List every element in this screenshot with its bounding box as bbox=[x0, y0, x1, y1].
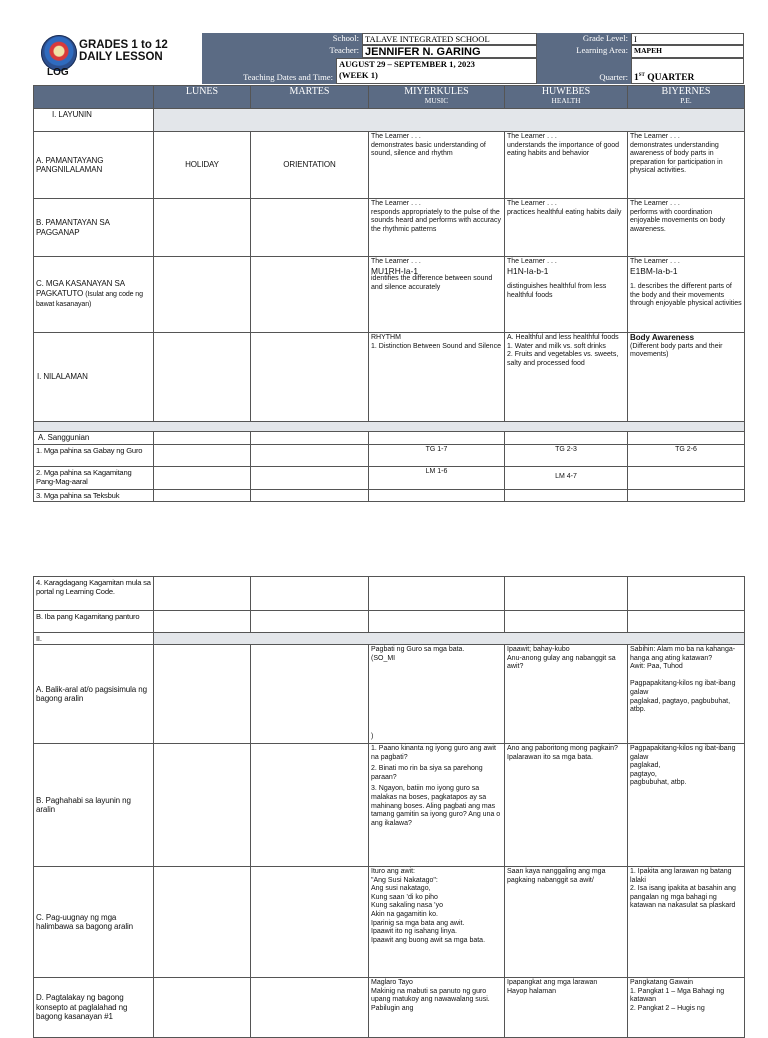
cell-c-wed-intro: The Learner . . . bbox=[371, 258, 421, 265]
label-pag-uugnay: C. Pag-uugnay ng mga halimbawa sa bagong aralin bbox=[34, 867, 154, 978]
cell-ph-thu: Ano ang paboritong mong pagkain? Ipalarawan ito sa mga bata. bbox=[505, 744, 628, 867]
cell-sang-1 bbox=[154, 432, 251, 445]
layunin-shade bbox=[154, 109, 745, 132]
cell-c-fri bbox=[628, 257, 745, 333]
cell-nil-mon bbox=[154, 333, 251, 422]
cell-b-wed: The Learner . . . responds appropriately to the pulse of the sounds heard and performs with accuracy the rhythmic patterns bbox=[369, 199, 505, 257]
cell-rb-1 bbox=[154, 611, 251, 633]
cell-sang-5 bbox=[628, 432, 745, 445]
grade-value: I bbox=[631, 33, 744, 45]
seal-ring bbox=[41, 35, 77, 71]
cell-nil-fri bbox=[628, 333, 745, 422]
label-kasanayan-sub: (Isulat ang code ng bawat kasanayan) bbox=[36, 290, 143, 309]
quarter-label: Quarter: bbox=[537, 58, 631, 84]
label-karagdagang-kagamitan: 4. Karagdagang Kagamitan mula sa portal ng Learning Code. bbox=[34, 577, 154, 611]
cell-pu-thu: Saan kaya nanggaling ang mga pagkaing nabanggit sa awit/ bbox=[505, 867, 628, 978]
row-balik-aral bbox=[34, 645, 745, 744]
cell-r4-5 bbox=[628, 577, 745, 611]
label-sanggunian: A. Sanggunian bbox=[34, 432, 154, 445]
cell-c-thu-text: distinguishes healthful from less healthful foods bbox=[507, 283, 607, 299]
day-thursday-subject: HEALTH bbox=[551, 96, 581, 105]
dates-line-1: AUGUST 29 – SEPTEMBER 1, 2023 bbox=[339, 59, 475, 69]
cell-pu-mon bbox=[154, 867, 251, 978]
cell-nil-tue bbox=[251, 333, 369, 422]
quarter-value bbox=[631, 58, 744, 84]
grade-label: Grade Level: bbox=[537, 33, 631, 45]
quarter-word: QUARTER bbox=[644, 73, 695, 84]
cell-r3-3 bbox=[369, 489, 505, 501]
cell-r2-wed: LM 1-6 bbox=[369, 466, 505, 489]
title-line-2: DAILY LESSON bbox=[79, 51, 163, 63]
cell-r3-2 bbox=[251, 489, 369, 501]
row-pamantayang-pangnilalaman bbox=[34, 132, 745, 199]
cell-r4-4 bbox=[505, 577, 628, 611]
header-info-grid bbox=[202, 33, 744, 84]
cell-c-wed-text: identifies the difference between sound and silence accurately bbox=[371, 275, 493, 291]
day-tuesday: MARTES bbox=[251, 86, 369, 109]
layunin-label: I. LAYUNIN bbox=[34, 109, 154, 132]
cell-r2-thu: LM 4-7 bbox=[505, 466, 628, 489]
cell-ba-fri: Sabihin: Alam mo ba na kahanga-hanga ang ating katawan? Awit: Paa, Tuhod Pagpapakitang-kilos ng ibat-ibang galaw paglakad, pagtayo, pagbubuhat, atbp. bbox=[628, 645, 745, 744]
day-wednesday bbox=[369, 86, 505, 109]
cell-nil-thu: A. Healthful and less healthful foods 1. Water and milk vs. soft drinks 2. Fruits and vegetables vs. sweets, salty and processed food bbox=[505, 333, 628, 422]
row-kasanayan bbox=[34, 257, 745, 333]
row-kagamitang-mag-aaral bbox=[34, 466, 745, 489]
cell-r1-tue bbox=[251, 444, 369, 466]
row-paghahabi bbox=[34, 744, 745, 867]
cell-r4-1 bbox=[154, 577, 251, 611]
cell-pu-tue bbox=[251, 867, 369, 978]
day-thursday-label: HUWEBES bbox=[541, 86, 591, 97]
cell-ph-wed-q1: 1. Paano kinanta ng iyong guro ang awit na pagbati? bbox=[371, 745, 496, 761]
label-iba-pang-kagamitan: B. Iba pang Kagamitang panturo bbox=[34, 611, 154, 633]
cell-r2-tue bbox=[251, 466, 369, 489]
cell-c-tue bbox=[251, 257, 369, 333]
row-gabay-guro bbox=[34, 444, 745, 466]
quarter-suffix: ST bbox=[638, 73, 645, 78]
row-pamantayan-sa-pagganap bbox=[34, 199, 745, 257]
day-wednesday-subject: MUSIC bbox=[424, 96, 449, 105]
cell-ba-thu: Ipaawit; bahay-kubo Anu-anong gulay ang nabanggit sa awit? bbox=[505, 645, 628, 744]
label-nilalaman: I. NILALAMAN bbox=[34, 333, 154, 422]
cell-c-mon bbox=[154, 257, 251, 333]
cell-rb-3 bbox=[369, 611, 505, 633]
label-paghahabi: B. Paghahabi sa layunin ng aralin bbox=[34, 744, 154, 867]
log-label: LOG bbox=[47, 67, 69, 78]
layunin-row bbox=[34, 109, 745, 132]
cell-b-tue bbox=[251, 199, 369, 257]
cell-sang-3 bbox=[369, 432, 505, 445]
cell-rb-5 bbox=[628, 611, 745, 633]
cell-rb-4 bbox=[505, 611, 628, 633]
cell-nil-fri-title: Body Awareness bbox=[630, 333, 695, 342]
cell-ph-wed-q2: 2. Binati mo rin ba siya sa parehong paraan? bbox=[371, 765, 483, 781]
cell-pu-wed: Ituro ang awit: "Ang Susi Nakatago": Ang susi nakatago, Kung saan ’di ko piho Kung sakaling nasa ’yo Akin na gagamitin ko. Iparinig sa mga bata ang awit. Ipaawit ito ng isahang linya. Ipaawit ang buong awit sa mga bata. bbox=[369, 867, 505, 978]
cell-a-wed: The Learner . . . demonstrates basic understanding of sound, silence and rhythm bbox=[369, 132, 505, 199]
cell-ba-wed-text: Pagbati ng Guro sa mga bata. (SO_MI bbox=[371, 646, 465, 662]
cell-r4-2 bbox=[251, 577, 369, 611]
dll-table-page2 bbox=[33, 576, 745, 1038]
cell-c-fri-code: E1BM-Ia-b-1 bbox=[630, 265, 678, 276]
cell-b-thu: The Learner . . . practices healthful eating habits daily bbox=[505, 199, 628, 257]
title-line-1: GRADES 1 to 12 bbox=[79, 39, 168, 51]
cell-c-wed bbox=[369, 257, 505, 333]
row-nilalaman bbox=[34, 333, 745, 422]
cell-ph-fri: Pagpapakitang-kilos ng ibat-ibang galaw paglakad, pagtayo, pagbubuhat, atbp. bbox=[628, 744, 745, 867]
label-pagtalakay: D. Pagtalakay ng bagong konsepto at paglalahad ng bagong kasanayan #1 bbox=[34, 978, 154, 1038]
dates-value bbox=[336, 58, 537, 84]
cell-ba-tue bbox=[251, 645, 369, 744]
cell-sang-4 bbox=[505, 432, 628, 445]
day-friday-label: BIYERNES bbox=[661, 86, 711, 97]
label-pamantayang-pangnilalaman: A. PAMANTAYANG PANGNILALAMAN bbox=[34, 132, 154, 199]
cell-ba-wed bbox=[369, 645, 505, 744]
row-karagdagang-kagamitan bbox=[34, 577, 745, 611]
cell-sang-2 bbox=[251, 432, 369, 445]
cell-c-thu-code: H1N-Ia-b-1 bbox=[507, 265, 549, 276]
cell-c-fri-intro: The Learner . . . bbox=[630, 258, 680, 265]
cell-nil-wed: RHYTHM 1. Distinction Between Sound and Silence bbox=[369, 333, 505, 422]
cell-c-thu bbox=[505, 257, 628, 333]
cell-r3-1 bbox=[154, 489, 251, 501]
header-blank bbox=[34, 86, 154, 109]
row-pag-uugnay bbox=[34, 867, 745, 978]
cell-c-thu-intro: The Learner . . . bbox=[507, 258, 557, 265]
row-teksbuk bbox=[34, 489, 745, 501]
cell-c-fri-text: 1. describes the different parts of the body and their movements through enjoyable physical activities bbox=[630, 283, 742, 308]
cell-pt-thu: Ipapangkat ang mga larawan Hayop halaman bbox=[505, 978, 628, 1038]
ii-shade bbox=[154, 633, 745, 645]
cell-r2-mon bbox=[154, 466, 251, 489]
cell-a-thu: The Learner . . . understands the importance of good eating habits and behavior bbox=[505, 132, 628, 199]
cell-b-fri: The Learner . . . performs with coordination enjoyable movements on body awareness. bbox=[628, 199, 745, 257]
row-iba-pang-kagamitan bbox=[34, 611, 745, 633]
area-value: MAPEH bbox=[631, 45, 744, 58]
cell-r2-fri bbox=[628, 466, 745, 489]
cell-ph-tue bbox=[251, 744, 369, 867]
label-ii: II. bbox=[34, 633, 154, 645]
lesson-header bbox=[33, 33, 744, 84]
day-header-row bbox=[34, 86, 745, 109]
holiday-cell: HOLIDAY bbox=[154, 132, 251, 199]
teacher-label: Teacher: bbox=[202, 45, 362, 58]
label-balik-aral: A. Balik-aral at/o pagsisimula ng bagong aralin bbox=[34, 645, 154, 744]
cell-pt-mon bbox=[154, 978, 251, 1038]
teacher-value: JENNIFER N. GARING bbox=[362, 45, 537, 58]
cell-r4-3 bbox=[369, 577, 505, 611]
label-teksbuk: 3. Mga pahina sa Teksbuk bbox=[34, 489, 154, 501]
cell-rb-2 bbox=[251, 611, 369, 633]
cell-b-mon bbox=[154, 199, 251, 257]
cell-ph-mon bbox=[154, 744, 251, 867]
day-thursday bbox=[505, 86, 628, 109]
cell-a-fri: The Learner . . . demonstrates understanding awareness of body parts in preparation for participation in physical activities. bbox=[628, 132, 745, 199]
row-ii bbox=[34, 633, 745, 645]
dates-line-2: (WEEK 1) bbox=[339, 70, 378, 80]
label-gabay-guro: 1. Mga pahina sa Gabay ng Guro bbox=[34, 444, 154, 466]
cell-r3-4 bbox=[505, 489, 628, 501]
day-wednesday-label: MIYERKULES bbox=[404, 86, 469, 97]
row-pagtalakay bbox=[34, 978, 745, 1038]
cell-pt-tue bbox=[251, 978, 369, 1038]
orientation-cell: ORIENTATION bbox=[251, 132, 369, 199]
cell-ba-wed-end: ) bbox=[371, 733, 374, 741]
dates-label: Teaching Dates and Time: bbox=[202, 58, 336, 84]
cell-c-wed-code: MU1RH-Ia-1 bbox=[371, 265, 418, 276]
cell-pu-fri: 1. Ipakita ang larawan ng batang lalaki 2. Isa isang ipakita at basahin ang pangalan ng mga bahagi ng katawan na nakasulat sa plaskard bbox=[628, 867, 745, 978]
cell-r1-fri: TG 2-6 bbox=[628, 444, 745, 466]
spacer-row bbox=[34, 422, 745, 432]
label-pamantayan-sa-pagganap: B. PAMANTAYAN SA PAGGANAP bbox=[34, 199, 154, 257]
area-label: Learning Area: bbox=[537, 45, 631, 58]
school-label: School: bbox=[202, 33, 362, 45]
page-title bbox=[79, 39, 168, 63]
cell-r1-wed: TG 1-7 bbox=[369, 444, 505, 466]
cell-r1-thu: TG 2-3 bbox=[505, 444, 628, 466]
cell-r1-mon bbox=[154, 444, 251, 466]
quarter-number: 1 bbox=[634, 73, 639, 84]
row-sanggunian bbox=[34, 432, 745, 445]
cell-ph-wed bbox=[369, 744, 505, 867]
day-friday bbox=[628, 86, 745, 109]
day-monday: LUNES bbox=[154, 86, 251, 109]
day-friday-subject: P.E. bbox=[680, 96, 692, 105]
spacer-shade bbox=[34, 422, 745, 432]
cell-ph-wed-q3: 3. Ngayon, batiin mo iyong guro sa malakas na boses, pagkatapos ay sa mahinang boses. Aling pagbati ang mas tamang gamitin sa iyong guro? Ang una o ang ikalawa? bbox=[371, 785, 501, 827]
cell-r3-5 bbox=[628, 489, 745, 501]
cell-nil-fri-text: (Different body parts and their movements) bbox=[630, 342, 723, 359]
dll-table-page1 bbox=[33, 85, 745, 502]
school-value: TALAVE INTEGRATED SCHOOL bbox=[362, 33, 537, 45]
label-kagamitang-mag-aaral: 2. Mga pahina sa Kagamitang Pang-Mag-aaral bbox=[34, 466, 154, 489]
cell-ba-mon bbox=[154, 645, 251, 744]
label-kasanayan bbox=[34, 257, 154, 333]
label-kasanayan-main: C. MGA KASANAYAN SA PAGKATUTO bbox=[36, 279, 125, 298]
cell-pt-fri: Pangkatang Gawain 1. Pangkat 1 – Mga Bahagi ng katawan 2. Pangkat 2 – Hugis ng bbox=[628, 978, 745, 1038]
cell-pt-wed: Maglaro Tayo Makinig na mabuti sa panuto ng guro upang matukoy ang nawawalang susi. Pabilugin ang bbox=[369, 978, 505, 1038]
